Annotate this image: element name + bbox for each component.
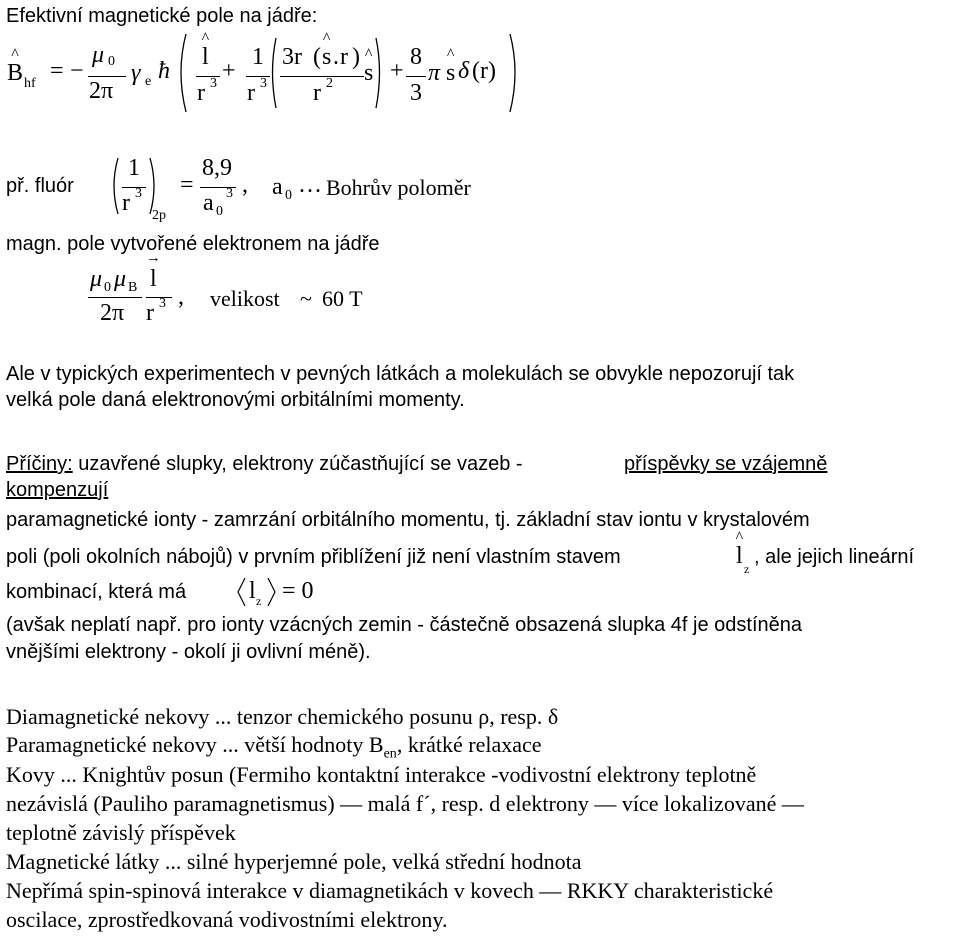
fluor-sub: 2p (152, 208, 166, 223)
minus-sign: − (70, 58, 84, 84)
gamma-symbol: γ (131, 60, 141, 86)
list-item-neprima-2: oscilace, zprostředkovaná vodivostními elektrony. (6, 907, 448, 932)
f3-mu: μ (90, 266, 103, 292)
paren-r: ) (352, 44, 360, 70)
paragraph-6-line-2: vnějšími elektrony - okolí ji ovlivní méně). (6, 641, 371, 663)
r-square: 2 (326, 76, 333, 91)
heading-efektivni-pole: Efektivní magnetické pole na jádře: (6, 5, 318, 27)
three-r: 3r (282, 44, 302, 70)
p4-l: ^ l (736, 543, 743, 570)
hbar-symbol: ħ (158, 58, 170, 84)
f3-value: 60 T (322, 286, 363, 311)
r-denom-2: r (247, 80, 255, 106)
gamma-sub: e (145, 74, 152, 89)
r-cube: 3 (210, 76, 217, 91)
paragraph-6-line-1: (avšak neplatí např. pro ionty vzácných zemin - částečně obsazená slupka 4f je odstíněna (6, 614, 803, 636)
f3-two-pi: 2π (100, 300, 125, 326)
paragraph-4-end: , ale jejich lineární (754, 546, 915, 568)
kompenzuji-text: kompenzují (6, 479, 109, 501)
paragraph-2-line-1 (6, 453, 523, 476)
fluor-cube: 3 (135, 186, 142, 201)
s-vec: ^ s (322, 44, 331, 71)
fluor-a-sub: 0 (216, 204, 223, 219)
delta-arg: (r) (472, 58, 496, 84)
mu-sub: 0 (108, 54, 115, 69)
list-item-diamagnetic: Diamagnetické nekovy ... tenzor chemického posunu ρ, resp. δ (6, 704, 559, 729)
f3-muB-sub: B (128, 280, 138, 295)
f3-velikost: velikost (210, 286, 280, 311)
plus-2: + (390, 58, 404, 84)
p5-l: l (249, 578, 256, 604)
r-cube-2: 3 (260, 76, 267, 91)
s-vec-2: ^ s (364, 60, 373, 87)
heading-magn-pole: magn. pole vytvořené elektronem na jádře (6, 233, 380, 255)
plus-1: + (222, 58, 236, 84)
paragraph-1-line-1: Ale v typických experimentech v pevných látkách a molekulách se obvykle nepozorují tak (6, 363, 795, 385)
bohr-a: a (272, 174, 283, 200)
fluor-eq: = (180, 172, 194, 198)
f3-tilde: ~ (300, 286, 312, 311)
eq-sign: = (50, 58, 64, 84)
fluor-one: 1 (128, 155, 140, 181)
f3-muB: μ (114, 266, 127, 292)
three: 3 (410, 80, 422, 106)
paragraph-3: paramagnetické ionty - zamrzání orbitálního momentu, tj. základní stav iontu v krystalovém (6, 509, 810, 531)
l-vec: ^ l (202, 44, 209, 71)
s-vec-3: ^ s (446, 60, 455, 87)
pricin-label: Příčiny: (6, 453, 73, 475)
delta-symbol: δ (458, 58, 470, 84)
r-denom: r (197, 80, 205, 106)
list-item-kovy-1: Kovy ... Knightův posun (Fermiho kontaktní interakce -vodivostní elektrony teplotně (6, 762, 757, 787)
f3-mu-sub: 0 (104, 280, 111, 295)
p5-l-sub: z (256, 594, 262, 608)
f3-r: r (146, 300, 154, 326)
list-item-kovy-3: teplotně závislý příspěvek (6, 820, 236, 845)
one-num: 1 (252, 44, 264, 70)
eight: 8 (410, 44, 422, 70)
dot: . (333, 44, 339, 70)
r-vec: r (340, 44, 348, 70)
mu-symbol: μ (92, 42, 105, 68)
f3-cube: 3 (159, 296, 166, 311)
fluor-comma: , (242, 172, 248, 198)
two-pi: 2π (89, 78, 114, 104)
fluor-label: př. fluór (6, 175, 74, 197)
pricin-text: uzavřené slupky, elektrony zúčastňující se vazeb - (72, 453, 523, 475)
paragraph-1-line-2: velká pole daná elektronovými orbitálními momenty. (6, 389, 465, 411)
fluor-r: r (122, 190, 130, 216)
paren-l: ( (313, 44, 321, 70)
list-item-kovy-2: nezávislá (Pauliho paramagnetismus) — malá f´, resp. d elektrony — více lokalizované — (6, 791, 804, 816)
bohr-label: Bohrův poloměr (326, 175, 471, 200)
fluor-a-cube: 3 (226, 186, 233, 201)
bohr-dots: … (298, 172, 322, 198)
bohr-a-sub: 0 (285, 188, 292, 203)
f3-l: → l (150, 266, 157, 293)
f3-comma: , (178, 284, 184, 310)
paragraph-4: poli (poli okolních nábojů) v prvním přiblížení již není vlastním stavem (6, 546, 621, 568)
B-sub: hf (24, 76, 36, 91)
fluor-a: a (203, 190, 214, 216)
f3-frac-line-1 (88, 297, 142, 298)
list-item-magneticke: Magnetické látky ... silné hyperjemné pole, velká střední hodnota (6, 849, 582, 874)
fluor-num: 8,9 (202, 155, 232, 181)
r-denom-3: r (313, 80, 321, 106)
list-item-paramagnetic: Paramagnetické nekovy ... větší hodnoty $B_{en}$, krátké relaxace (6, 732, 542, 762)
paragraph-5: kombinací, která má (6, 581, 187, 603)
list-item-neprima-1: Nepřímá spin-spinová interakce v diamagnetikách v kovech — RKKY charakteristické (6, 878, 774, 903)
p4-l-sub: z (744, 562, 750, 576)
pi-symbol: π (428, 60, 441, 86)
p5-eq: = 0 (282, 578, 314, 604)
B-symbol: ^ B (7, 60, 23, 87)
prispevky-text: příspěvky se vzájemně (624, 453, 828, 475)
fluor-frac-line (122, 187, 146, 188)
